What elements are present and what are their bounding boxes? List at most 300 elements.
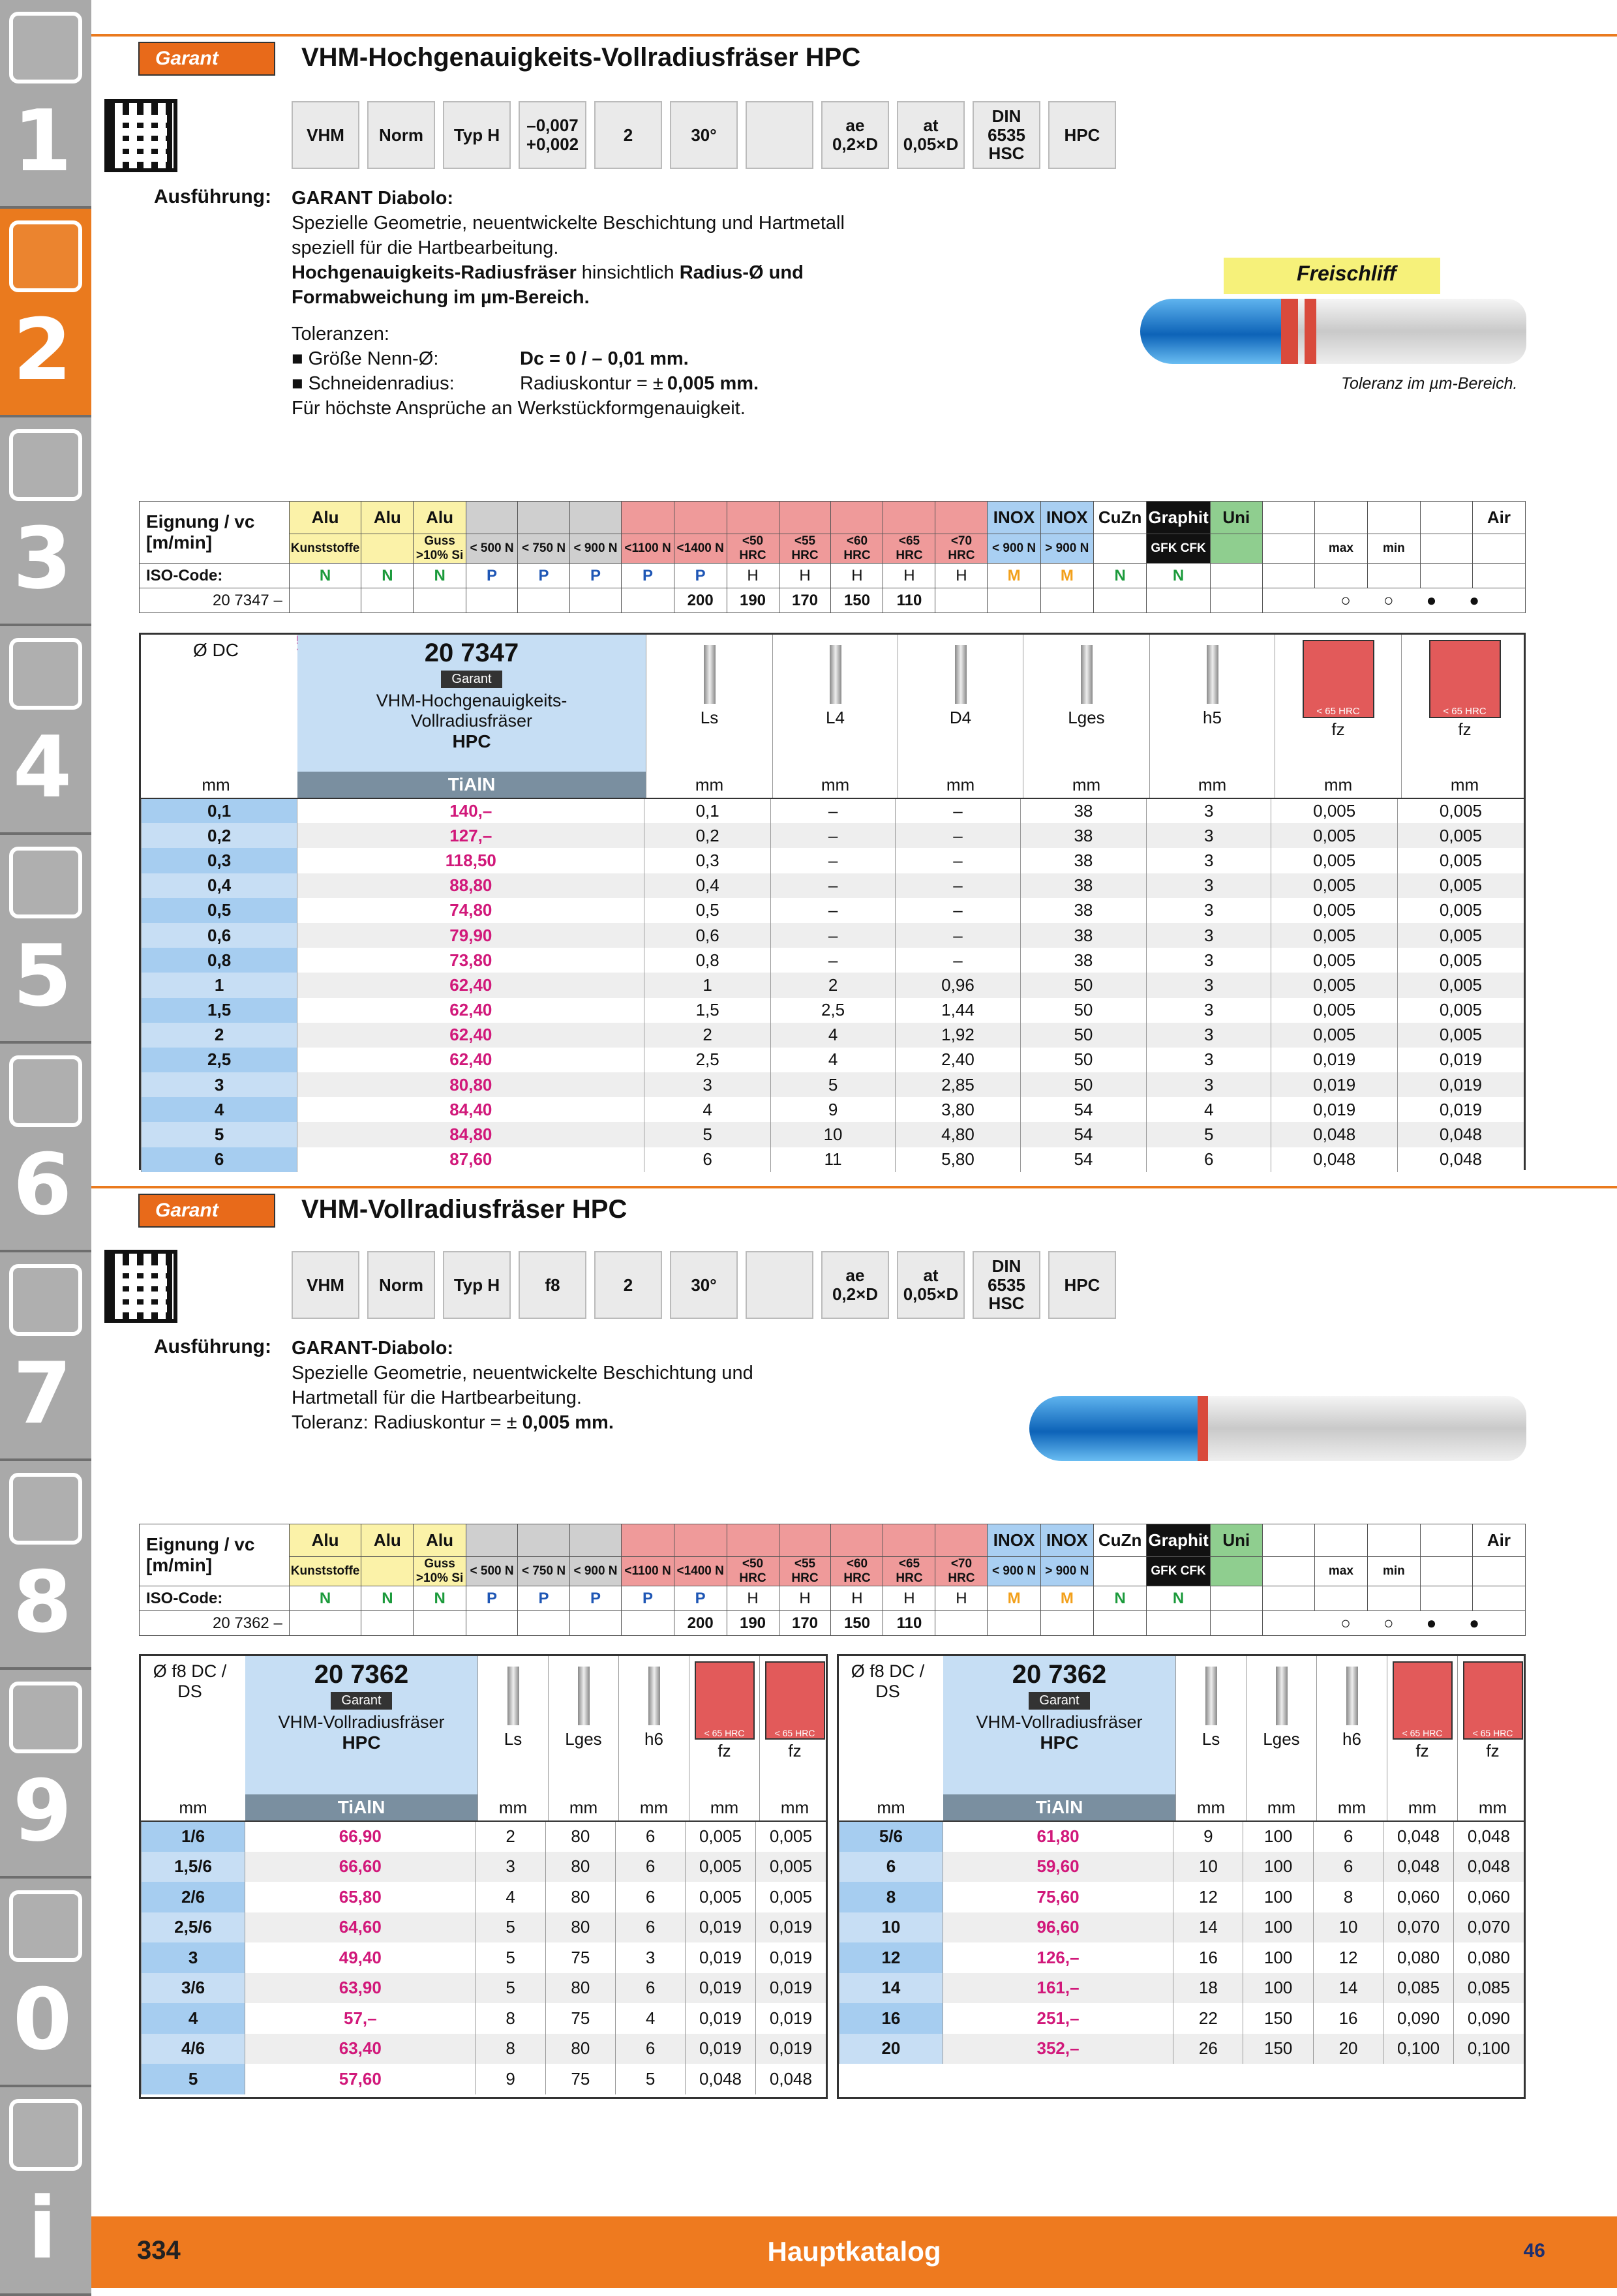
value-cell: 0,019 xyxy=(1271,1048,1398,1072)
value-cell: 38 xyxy=(1020,898,1146,923)
column-label: fz xyxy=(1415,1741,1429,1760)
cabinet-icon xyxy=(9,1682,82,1753)
value-cell: 0,3 xyxy=(644,848,770,873)
section-title-1: VHM-Hochgenauigkeits-Vollradiusfräser HPC xyxy=(301,43,861,72)
value-cell: – xyxy=(770,923,895,948)
diameter-cell: 2,5/6 xyxy=(142,1912,245,1943)
vc-value xyxy=(518,588,569,613)
value-cell: 0,048 xyxy=(1397,1122,1524,1147)
diameter-cell: 0,5 xyxy=(142,898,297,923)
table-row[interactable] xyxy=(142,948,1524,973)
value-cell: 0,005 xyxy=(1271,1023,1398,1048)
value-cell: – xyxy=(770,798,895,823)
unit: mm xyxy=(1478,1798,1507,1817)
iso-code: H xyxy=(779,1586,831,1611)
chapter-tab-4[interactable] xyxy=(0,626,91,835)
iso-code xyxy=(1314,564,1367,588)
value-cell: 0,1 xyxy=(644,798,770,823)
value-cell: 38 xyxy=(1020,798,1146,823)
value-cell: 5 xyxy=(770,1072,895,1097)
chapter-tab-1[interactable] xyxy=(0,0,91,209)
value-cell: 6 xyxy=(615,1973,685,2004)
material-name xyxy=(727,1524,779,1557)
chapter-tab-3[interactable] xyxy=(0,417,91,626)
tool-image-1 xyxy=(1140,299,1526,364)
value-cell: 0,085 xyxy=(1383,1973,1454,2004)
value-cell: 16 xyxy=(1173,1942,1243,1973)
hrc-icon xyxy=(765,1661,825,1740)
table-row[interactable] xyxy=(142,1023,1524,1048)
material-sub: GFK CFK xyxy=(1147,534,1210,564)
eignung-label: Eignung / vc [m/min] xyxy=(140,502,290,564)
material-name: Alu xyxy=(361,1524,414,1557)
value-cell: 0,019 xyxy=(1397,1048,1524,1072)
material-sub xyxy=(1262,534,1314,564)
table-row[interactable] xyxy=(839,1912,1524,1943)
value-cell: 0,96 xyxy=(896,973,1020,997)
tolerance-value-bold: 0,005 mm. xyxy=(667,373,759,394)
freischliff-label: Freischliff xyxy=(1224,258,1440,294)
value-cell: 3 xyxy=(1147,923,1271,948)
value-cell: – xyxy=(896,798,1020,823)
value-cell: – xyxy=(770,873,895,898)
column-header xyxy=(759,1656,830,1820)
article-header xyxy=(245,1656,477,1794)
value-cell: 4 xyxy=(770,1048,895,1072)
value-cell: 54 xyxy=(1020,1097,1146,1122)
material-sub xyxy=(1420,1557,1472,1586)
table-row[interactable] xyxy=(839,2034,1524,2064)
material-sub xyxy=(1093,534,1146,564)
table-row[interactable] xyxy=(142,2003,826,2034)
value-cell: 4,80 xyxy=(896,1122,1020,1147)
description-2 xyxy=(292,1336,944,1435)
price-cell: 59,60 xyxy=(943,1852,1173,1882)
tool-ring xyxy=(1281,299,1298,364)
value-cell: 75 xyxy=(545,2003,615,2034)
value-cell: 38 xyxy=(1020,873,1146,898)
value-cell: 3 xyxy=(1147,823,1271,848)
section-header-1 xyxy=(91,34,1617,81)
chapter-tab-2[interactable] xyxy=(0,209,91,417)
column-label: h6 xyxy=(1342,1729,1361,1749)
value-cell: 50 xyxy=(1020,1048,1146,1072)
vc-value xyxy=(622,588,674,613)
material-sub xyxy=(1093,1557,1146,1586)
toolcase-icon xyxy=(9,1473,82,1545)
material-sub xyxy=(1210,1557,1262,1586)
material-name xyxy=(1420,1524,1472,1557)
value-cell: 1,44 xyxy=(896,998,1020,1023)
value-cell: 0,005 xyxy=(1397,923,1524,948)
value-cell: 0,5 xyxy=(644,898,770,923)
value-cell: 0,048 xyxy=(1453,1821,1524,1852)
value-cell: 0,005 xyxy=(1271,948,1398,973)
value-cell: 4 xyxy=(1147,1097,1271,1122)
table-row[interactable] xyxy=(142,873,1524,898)
qr-code[interactable] xyxy=(104,99,177,172)
unit: mm xyxy=(498,1798,528,1817)
column-header xyxy=(772,635,898,798)
chapter-tab-8[interactable] xyxy=(0,1461,91,1670)
material-name xyxy=(1367,502,1420,534)
chapter-tab-6[interactable] xyxy=(0,1044,91,1252)
material-sub: <60 HRC xyxy=(831,1557,883,1586)
vc-value: 200 xyxy=(674,588,727,613)
material-sub: Guss >10% Si xyxy=(414,1557,466,1586)
table-row[interactable] xyxy=(142,1973,826,2004)
price-cell: 73,80 xyxy=(297,948,644,973)
tolerance-value: Dc = 0 / – 0,01 mm. xyxy=(520,348,689,369)
property-icon: at 0,05×D xyxy=(897,101,965,169)
chapter-tab-0[interactable] xyxy=(0,1879,91,2087)
material-sub: <1400 N xyxy=(674,534,727,564)
table-row[interactable] xyxy=(142,848,1524,873)
value-cell: 5 xyxy=(476,1973,545,2004)
material-sub: < 900 N xyxy=(988,1557,1040,1586)
chapter-sidebar xyxy=(0,0,91,2288)
hrc-label: < 65 HRC xyxy=(774,1728,815,1738)
vc-value xyxy=(1093,1611,1146,1636)
table-row[interactable] xyxy=(839,1821,1524,1852)
table-row[interactable] xyxy=(142,1882,826,1912)
table-row[interactable] xyxy=(142,923,1524,948)
price-cell: 84,80 xyxy=(297,1122,644,1147)
value-cell: 0,005 xyxy=(1397,998,1524,1023)
material-name xyxy=(569,1524,621,1557)
value-cell: 50 xyxy=(1020,998,1146,1023)
tool-head xyxy=(1140,299,1290,364)
material-name xyxy=(466,1524,517,1557)
unit: mm xyxy=(1337,1798,1367,1817)
value-cell: 2,5 xyxy=(644,1048,770,1072)
table-row[interactable] xyxy=(839,1973,1524,2004)
qr-code[interactable] xyxy=(104,1250,177,1323)
garant-logo: Garant xyxy=(138,1194,275,1228)
coolant-mark: ○ xyxy=(1383,1613,1427,1633)
price-cell: 251,– xyxy=(943,2003,1173,2034)
value-cell: 3 xyxy=(1147,973,1271,997)
column-header xyxy=(618,1656,689,1820)
value-cell: 8 xyxy=(1313,1882,1383,1912)
property-icon xyxy=(746,101,813,169)
tool-ring xyxy=(1198,1396,1208,1461)
chapter-tab-7[interactable] xyxy=(0,1252,91,1461)
iso-code xyxy=(1472,1586,1525,1611)
table-row[interactable] xyxy=(142,1122,1524,1147)
diameter-cell: 1,5/6 xyxy=(142,1852,245,1882)
vc-value xyxy=(1210,1611,1262,1636)
iso-code: N xyxy=(1147,564,1210,588)
property-icon: DIN 6535 HSC xyxy=(973,1251,1040,1319)
value-cell: 50 xyxy=(1020,1023,1146,1048)
value-cell: 22 xyxy=(1173,2003,1243,2034)
price-cell: 80,80 xyxy=(297,1072,644,1097)
diameter-cell: 6 xyxy=(839,1852,943,1882)
desc-text: hinsichtlich xyxy=(576,262,680,283)
diameter-cell: 0,2 xyxy=(142,823,297,848)
vc-value: 110 xyxy=(883,588,935,613)
value-cell: 50 xyxy=(1020,1072,1146,1097)
value-cell: 10 xyxy=(1313,1912,1383,1943)
column-header xyxy=(898,635,1023,798)
value-cell: 3 xyxy=(1147,873,1271,898)
diameter-cell: 3/6 xyxy=(142,1973,245,2004)
value-cell: 5 xyxy=(476,1912,545,1943)
value-cell: 3 xyxy=(1147,1023,1271,1048)
page-footer xyxy=(91,2216,1617,2288)
value-cell: 0,005 xyxy=(755,1821,826,1852)
material-name xyxy=(622,502,674,534)
iso-code: N xyxy=(414,1586,466,1611)
value-cell: 0,019 xyxy=(1397,1072,1524,1097)
table-row[interactable] xyxy=(142,1147,1524,1172)
table-row[interactable] xyxy=(142,1097,1524,1122)
value-cell: 100 xyxy=(1243,1882,1313,1912)
value-cell: 0,005 xyxy=(1397,823,1524,848)
value-cell: 0,100 xyxy=(1453,2034,1524,2064)
tool-note: Toleranz im µm-Bereich. xyxy=(1341,374,1518,393)
value-cell: 0,019 xyxy=(686,1912,756,1943)
vc-value xyxy=(1093,588,1146,613)
value-cell: 0,2 xyxy=(644,823,770,848)
property-icon: Typ H xyxy=(443,101,511,169)
garant-logo: Garant xyxy=(331,1692,391,1710)
value-cell: 0,019 xyxy=(755,2003,826,2034)
material-name: Alu xyxy=(361,502,414,534)
section-header-2 xyxy=(91,1186,1617,1233)
property-icon: ae 0,2×D xyxy=(821,1251,889,1319)
property-icon: 2 xyxy=(594,101,662,169)
value-cell: 0,005 xyxy=(755,1882,826,1912)
table-row[interactable] xyxy=(142,1912,826,1943)
price-cell: 126,– xyxy=(943,1942,1173,1973)
table-row[interactable] xyxy=(839,2003,1524,2034)
tool-head xyxy=(1029,1396,1204,1461)
iso-code: P xyxy=(569,1586,621,1611)
iso-code: H xyxy=(831,1586,883,1611)
value-cell: 3 xyxy=(1147,948,1271,973)
value-cell: 2,85 xyxy=(896,1072,1020,1097)
eignung-label: Eignung / vc [m/min] xyxy=(140,1524,290,1586)
hrc-icon xyxy=(695,1661,755,1740)
material-name xyxy=(831,502,883,534)
material-name xyxy=(1314,502,1367,534)
value-cell: 9 xyxy=(476,2064,545,2094)
vc-value xyxy=(1040,1611,1093,1636)
material-name: INOX xyxy=(988,1524,1040,1557)
table-row[interactable] xyxy=(142,1048,1524,1072)
diameter-header: Ø f8 DC / DS xyxy=(153,1661,227,1701)
value-cell: 80 xyxy=(545,1882,615,1912)
value-cell: 75 xyxy=(545,1942,615,1973)
chapter-tab-5[interactable] xyxy=(0,835,91,1044)
value-cell: 4 xyxy=(615,2003,685,2034)
chapter-number: 6 xyxy=(12,1135,72,1234)
chapter-tab-9[interactable] xyxy=(0,1670,91,1879)
table-row[interactable] xyxy=(839,1852,1524,1882)
vc-value xyxy=(988,1611,1040,1636)
value-cell: 0,080 xyxy=(1383,1942,1454,1973)
column-label: h5 xyxy=(1203,708,1222,727)
table-row[interactable] xyxy=(142,1942,826,1973)
value-cell: 0,005 xyxy=(1271,923,1398,948)
table-row[interactable] xyxy=(142,1072,1524,1097)
table-row[interactable] xyxy=(839,1942,1524,1973)
page-number: 334 xyxy=(137,2236,181,2265)
value-cell: – xyxy=(896,923,1020,948)
value-cell: – xyxy=(770,823,895,848)
value-cell: 0,080 xyxy=(1453,1942,1524,1973)
price-cell: 74,80 xyxy=(297,898,644,923)
value-cell: 3 xyxy=(615,1942,685,1973)
value-cell: 75 xyxy=(545,2064,615,2094)
table-row[interactable] xyxy=(142,973,1524,997)
value-cell: 10 xyxy=(1173,1852,1243,1882)
hrc-label: < 65 HRC xyxy=(704,1728,745,1738)
iso-code: P xyxy=(622,1586,674,1611)
value-cell: 10 xyxy=(770,1122,895,1147)
table-row[interactable] xyxy=(142,798,1524,823)
material-name xyxy=(1314,1524,1367,1557)
catalog-title: Hauptkatalog xyxy=(767,2236,941,2267)
coolant-mark: ○ xyxy=(1340,1613,1383,1633)
tolerance-value: Radiuskontur = ± xyxy=(520,373,663,394)
table-frame xyxy=(139,1654,828,2099)
value-cell: – xyxy=(770,898,895,923)
iso-code: M xyxy=(988,1586,1040,1611)
price-cell: 66,90 xyxy=(245,1821,476,1852)
tool-dimension-icon xyxy=(704,645,716,704)
value-cell: 0,019 xyxy=(1271,1072,1398,1097)
iso-code xyxy=(1472,564,1525,588)
iso-code: H xyxy=(935,564,988,588)
diameter-cell: 1,5 xyxy=(142,998,297,1023)
table-row[interactable] xyxy=(142,998,1524,1023)
material-sub: <60 HRC xyxy=(831,534,883,564)
table-row[interactable] xyxy=(142,898,1524,923)
property-icon: VHM xyxy=(292,101,359,169)
hrc-label: < 65 HRC xyxy=(1472,1728,1513,1738)
value-cell: 6 xyxy=(615,1821,685,1852)
value-cell: – xyxy=(896,948,1020,973)
unit: mm xyxy=(780,1798,809,1817)
price-cell: 66,60 xyxy=(245,1852,476,1882)
value-cell: 1,5 xyxy=(644,998,770,1023)
ausfuehrung-label-2: Ausführung: xyxy=(154,1336,271,1357)
article-name: VHM-Vollradiusfräser xyxy=(278,1712,445,1732)
value-cell: 2,40 xyxy=(896,1048,1020,1072)
column-label: D4 xyxy=(949,708,972,727)
tolerance-text: Toleranz: Radiuskontur = ± xyxy=(292,1412,522,1433)
iso-code: P xyxy=(466,564,517,588)
material-name xyxy=(518,502,569,534)
vc-value: 190 xyxy=(727,1611,779,1636)
chapter-number: 3 xyxy=(12,509,72,608)
value-cell: 2 xyxy=(476,1821,545,1852)
column-label: fz xyxy=(1486,1741,1500,1760)
table-row[interactable] xyxy=(142,2064,826,2094)
chapter-tab-i[interactable] xyxy=(0,2087,91,2296)
caliper-icon xyxy=(9,638,82,710)
property-icon: HPC xyxy=(1048,1251,1116,1319)
material-sub: < 900 N xyxy=(569,534,621,564)
material-name xyxy=(569,502,621,534)
material-sub: <1100 N xyxy=(622,534,674,564)
diameter-cell: 0,1 xyxy=(142,798,297,823)
table-row[interactable] xyxy=(142,823,1524,848)
value-cell: 150 xyxy=(1243,2034,1313,2064)
iso-code: N xyxy=(289,564,361,588)
value-cell: 0,005 xyxy=(1271,848,1398,873)
diameter-cell: 14 xyxy=(839,1973,943,2004)
diameter-cell: 0,8 xyxy=(142,948,297,973)
column-label: Lges xyxy=(565,1729,602,1749)
hrc-icon xyxy=(1429,640,1501,718)
vc-value xyxy=(935,588,988,613)
article-header xyxy=(297,635,646,772)
price-cell: 84,40 xyxy=(297,1097,644,1122)
material-name xyxy=(831,1524,883,1557)
unit: mm xyxy=(179,1798,207,1817)
value-cell: 6 xyxy=(1313,1821,1383,1852)
value-cell: 12 xyxy=(1313,1942,1383,1973)
table-row[interactable] xyxy=(142,2034,826,2064)
table-row[interactable] xyxy=(142,1821,826,1852)
price-cell: 57,60 xyxy=(245,2064,476,2094)
unit: mm xyxy=(202,775,230,794)
property-icon: ae 0,2×D xyxy=(821,101,889,169)
article-number: 20 7362 xyxy=(314,1660,409,1689)
material-name: Alu xyxy=(414,1524,466,1557)
value-cell: 3 xyxy=(1147,1048,1271,1072)
tool-shank xyxy=(1290,299,1526,364)
unit: mm xyxy=(569,1798,598,1817)
diameter-cell: 4/6 xyxy=(142,2034,245,2064)
hrc-label: < 65 HRC xyxy=(1402,1728,1443,1738)
unit: mm xyxy=(695,775,724,794)
column-label: fz xyxy=(788,1741,802,1760)
diameter-cell: 5 xyxy=(142,2064,245,2094)
iso-code: P xyxy=(674,1586,727,1611)
value-cell: 54 xyxy=(1020,1122,1146,1147)
garant-logo: Garant xyxy=(138,42,275,76)
unit: mm xyxy=(821,775,850,794)
material-name xyxy=(674,1524,727,1557)
material-name: CuZn xyxy=(1093,1524,1146,1557)
vc-row xyxy=(140,1611,1526,1636)
price-cell: 87,60 xyxy=(297,1147,644,1172)
material-sub: <1100 N xyxy=(622,1557,674,1586)
iso-code xyxy=(1314,1586,1367,1611)
column-header xyxy=(1387,1656,1457,1820)
iso-code: M xyxy=(1040,564,1093,588)
column-label: Ls xyxy=(1201,1729,1220,1749)
diameter-cell: 0,3 xyxy=(142,848,297,873)
table-row[interactable] xyxy=(142,1852,826,1882)
pliers-icon xyxy=(9,1264,82,1336)
material-sub: < 500 N xyxy=(466,1557,517,1586)
tool-image-2 xyxy=(1029,1396,1526,1461)
desc-bold: Hochgenauigkeits-Radiusfräser xyxy=(292,262,577,283)
value-cell: 18 xyxy=(1173,1973,1243,2004)
iso-code: H xyxy=(883,564,935,588)
value-cell: 1,92 xyxy=(896,1023,1020,1048)
table-row[interactable] xyxy=(839,1882,1524,1912)
coolant-mark: ● xyxy=(1426,1613,1470,1633)
value-cell: 0,005 xyxy=(686,1852,756,1882)
value-cell: – xyxy=(896,848,1020,873)
